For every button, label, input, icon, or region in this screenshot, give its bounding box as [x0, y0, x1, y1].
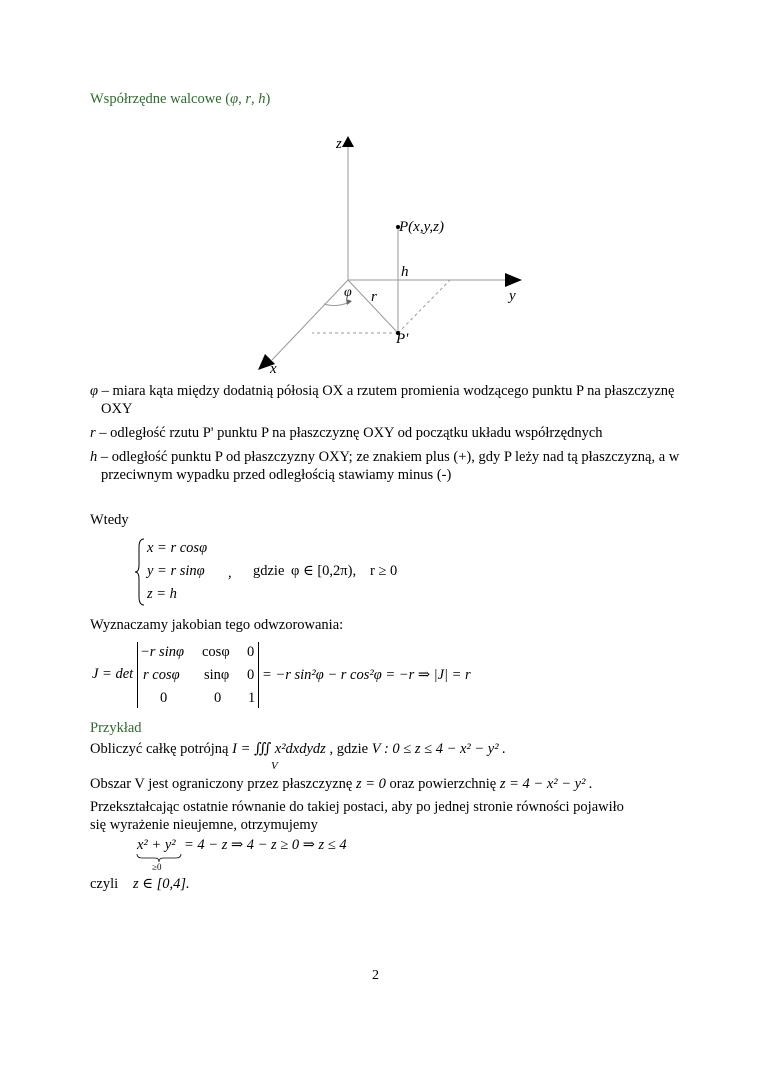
definition-phi: φ – miara kąta między dodatnią półosią OX a rzutem promienia wodzącego punktu P na płaszczyznę OXY [90, 383, 675, 417]
p-prime-label: P' [396, 331, 409, 347]
definition-h: h – odległość punktu P od płaszczyzny OXY; ze znakiem plus (+), gdy P leży nad tą płaszczyzną, a w przeciwnym wypadku przed odległością stawiamy minus (-) [90, 449, 680, 483]
p-label: P(x,y,z) [399, 219, 444, 235]
integral-subscript-v: V [271, 760, 278, 772]
gdzie-text: gdzie [253, 563, 285, 579]
r-condition: r ≥ 0 [370, 563, 398, 579]
left-brace [134, 537, 146, 607]
matrix-cell-11: −r sinφ [140, 644, 184, 660]
z-range: z ∈ [0,4]. [133, 876, 190, 892]
equation-x: x = r cosφ [147, 540, 208, 556]
x-axis [272, 280, 348, 360]
example-title: Przykład [90, 720, 142, 736]
phi-label: φ [344, 285, 352, 300]
example-line-3: Przekształcając ostatnie równanie do takiej postaci, aby po jednej stronie równości pojawiło [90, 799, 624, 815]
x-label: x [270, 361, 277, 377]
page-number: 2 [372, 968, 379, 983]
definitions-list [90, 382, 690, 490]
matrix-cell-22: sinφ [204, 667, 230, 683]
matrix-cell-23: 0 [247, 667, 255, 683]
wtedy-text: Wtedy [90, 512, 129, 528]
sum-of-squares: x² + y² [137, 837, 176, 853]
jacobian-lhs: J = det [92, 666, 134, 682]
example-line-4: się wyrażenie nieujemne, otrzymujemy [90, 817, 318, 833]
y-arrow-icon [505, 273, 522, 287]
projection-to-y [398, 280, 450, 333]
example-line-2: Obszar V jest ograniczony przez płaszczyznę z = 0 oraz powierzchnię z = 4 − x² − y² . [90, 776, 593, 792]
matrix-cell-12: cosφ [202, 644, 230, 660]
equation-y: y = r sinφ [147, 563, 205, 579]
matrix-cell-13: 0 [247, 644, 255, 660]
example-line-1: Obliczyć całkę potrójną I = ∭ x²dxdydz , gdzie V : 0 ≤ z ≤ 4 − x² − y² . [90, 741, 506, 757]
inequality-chain: = 4 − z ⇒ 4 − z ≥ 0 ⇒ z ≤ 4 [184, 837, 347, 853]
phi-arc [324, 302, 350, 306]
domain-v: V : 0 ≤ z ≤ 4 − x² − y² . [371, 741, 506, 757]
phi-condition: φ ∈ [0,2π), [291, 563, 357, 579]
r-label: r [371, 289, 377, 305]
system-comma: , [228, 565, 232, 581]
y-label: y [509, 288, 516, 304]
equation-z: z = h [147, 586, 177, 602]
triple-integral: I = ∭ x²dxdydz [232, 741, 326, 757]
matrix-cell-31: 0 [160, 690, 168, 706]
matrix-right-bar [258, 642, 259, 708]
czyli-text: czyli [90, 876, 119, 892]
cylindrical-coordinates-diagram [250, 130, 540, 380]
underbrace-label: ≥0 [152, 862, 162, 872]
matrix-cell-21: r cosφ [143, 667, 180, 683]
section-heading: Współrzędne walcowe (φ, r, h) [90, 91, 271, 107]
z-label: z [336, 136, 342, 152]
matrix-cell-32: 0 [214, 690, 222, 706]
h-label: h [401, 264, 409, 280]
jacobian-rhs: = −r sin²φ − r cos²φ = −r ⇒ |J| = r [262, 667, 471, 683]
matrix-cell-33: 1 [248, 690, 256, 706]
z-arrow-icon [342, 136, 354, 147]
jacobian-intro: Wyznaczamy jakobian tego odwzorowania: [90, 617, 344, 633]
r-segment [348, 280, 398, 333]
matrix-left-bar [137, 642, 138, 708]
definition-r: r – odległość rzutu P' punktu P na płaszczyznę OXY od początku układu współrzędnych [90, 425, 603, 441]
